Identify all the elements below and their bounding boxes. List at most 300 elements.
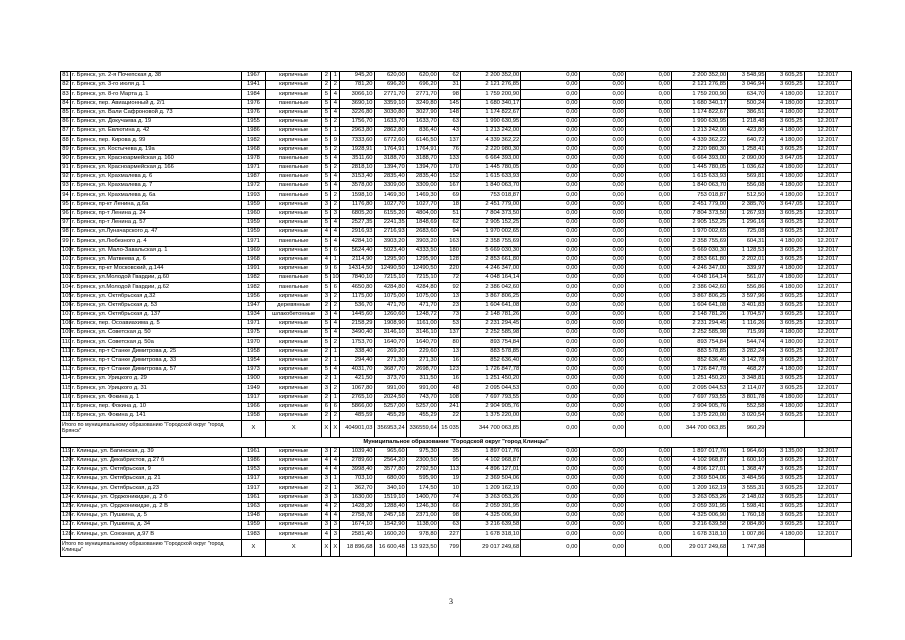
- cell-total-cost: 2 059 391,95: [460, 502, 520, 511]
- cell-row-number: 104: [61, 283, 71, 292]
- cell-residents: 51: [438, 209, 460, 218]
- cell-entrances: 2: [331, 447, 340, 456]
- cell-completion-date: 12.2017: [804, 264, 851, 273]
- cell-residents: 13: [438, 292, 460, 301]
- cell-completion-date: 12.2017: [804, 521, 851, 530]
- cell-row-number: 102: [61, 264, 71, 273]
- cell-year-built: 1967: [241, 72, 265, 81]
- total-fund-fund: 0,00: [521, 421, 579, 438]
- total-x-mark: X: [322, 421, 331, 438]
- cell-regional-budget: 0,00: [579, 255, 625, 264]
- cell-address: г. Брянск, ул. 8-го Марта д. 1: [71, 90, 242, 99]
- cell-local-budget: 0,00: [625, 347, 671, 356]
- total-empty: [804, 539, 851, 556]
- cell-wall-material: кирпичные: [266, 200, 322, 209]
- cell-year-built: 1973: [241, 366, 265, 375]
- cell-entrances: 2: [331, 163, 340, 172]
- table-row: [61, 154, 852, 163]
- cell-regional-budget: 0,00: [579, 99, 625, 108]
- cell-floors: 5: [322, 320, 331, 329]
- cell-row-number: 95: [61, 200, 71, 209]
- cell-fund-support: 0,00: [521, 154, 579, 163]
- cell-residents: 16: [438, 375, 460, 384]
- cell-entrances: 4: [331, 237, 340, 246]
- cell-premises-area: 3577,80: [374, 466, 406, 475]
- cell-unit-cost: 386,51: [728, 108, 766, 117]
- cell-max-unit-cost: 3 605,25: [766, 310, 804, 319]
- cell-fund-support: 0,00: [521, 81, 579, 90]
- cell-row-number: 91: [61, 163, 71, 172]
- cell-residential-area: 174,50: [406, 484, 438, 493]
- cell-floors: 2: [322, 72, 331, 81]
- cell-residential-area: 455,29: [406, 411, 438, 420]
- cell-residential-area: 3188,70: [406, 154, 438, 163]
- cell-unit-cost: 544,74: [728, 338, 766, 347]
- cell-wall-material: кирпичные: [266, 393, 322, 402]
- cell-year-built: 1949: [241, 384, 265, 393]
- cell-local-budget: 0,00: [625, 237, 671, 246]
- cell-entrances: 1: [331, 393, 340, 402]
- cell-fund-support: 0,00: [521, 72, 579, 81]
- cell-unit-cost: 1 296,16: [728, 219, 766, 228]
- cell-address: г. Клинцы, ул. Союзная, д.97 В: [71, 530, 242, 539]
- cell-premises-area: 3030,80: [374, 108, 406, 117]
- cell-regional-budget: 0,00: [579, 502, 625, 511]
- table-row: [61, 329, 852, 338]
- cell-premises-area: 2862,80: [374, 127, 406, 136]
- cell-unit-cost: 2 385,70: [728, 200, 766, 209]
- cell-unit-cost: 1 007,86: [728, 530, 766, 539]
- cell-floors: 5: [322, 209, 331, 218]
- cell-fund-support: 0,00: [521, 475, 579, 484]
- cell-completion-date: 12.2017: [804, 292, 851, 301]
- total-budget-region: 0,00: [579, 421, 625, 438]
- cell-completion-date: 12.2017: [804, 191, 851, 200]
- cell-total-cost: 2 121 276,85: [460, 81, 520, 90]
- cell-owners-funds: 1 445 780,05: [671, 163, 727, 172]
- cell-wall-material: кирпичные: [266, 117, 322, 126]
- cell-premises-area: 1027,70: [374, 200, 406, 209]
- cell-fund-support: 0,00: [521, 292, 579, 301]
- cell-wall-material: кирпичные: [266, 456, 322, 465]
- cell-total-area: 1039,40: [340, 447, 374, 456]
- table-row: [61, 393, 852, 402]
- cell-total-area: 781,20: [340, 81, 374, 90]
- cell-premises-area: 1075,00: [374, 292, 406, 301]
- cell-row-number: 101: [61, 255, 71, 264]
- cell-entrances: 1: [331, 127, 340, 136]
- cell-floors: 4: [322, 512, 331, 521]
- cell-address: г. Клинцы, ул. Орджоникидзе, д. 2 В: [71, 502, 242, 511]
- cell-regional-budget: 0,00: [579, 182, 625, 191]
- cell-entrances: 4: [331, 228, 340, 237]
- cell-local-budget: 0,00: [625, 90, 671, 99]
- cell-unit-cost: 3 282,24: [728, 347, 766, 356]
- cell-floors: 5: [322, 191, 331, 200]
- cell-residential-area: 1248,72: [406, 310, 438, 319]
- cell-residents: 74: [438, 493, 460, 502]
- cell-address: г. Брянск, пр-т Станке Димитрова д. 33: [71, 356, 242, 365]
- cell-address: г. Клинцы, ул. Пушкина, д. 5: [71, 512, 242, 521]
- cell-local-budget: 0,00: [625, 145, 671, 154]
- cell-fund-support: 0,00: [521, 90, 579, 99]
- cell-row-number: 93: [61, 182, 71, 191]
- cell-premises-area: 6155,20: [374, 209, 406, 218]
- cell-completion-date: 12.2017: [804, 108, 851, 117]
- cell-unit-cost: 1 218,48: [728, 117, 766, 126]
- cell-completion-date: 12.2017: [804, 154, 851, 163]
- cell-residents: 62: [438, 219, 460, 228]
- cell-residents: 98: [438, 512, 460, 521]
- cell-floors: 3: [322, 475, 331, 484]
- cell-fund-support: 0,00: [521, 246, 579, 255]
- cell-residential-area: 978,80: [406, 530, 438, 539]
- cell-floors: 2: [322, 356, 331, 365]
- cell-local-budget: 0,00: [625, 356, 671, 365]
- cell-entrances: 6: [331, 246, 340, 255]
- cell-residential-area: 4284,80: [406, 283, 438, 292]
- cell-address: г. Брянск, пер. Осоавиахима д. 5: [71, 320, 242, 329]
- cell-premises-area: 271,30: [374, 356, 406, 365]
- cell-unit-cost: 3 484,56: [728, 475, 766, 484]
- cell-wall-material: кирпичные: [266, 127, 322, 136]
- cell-wall-material: кирпичные: [266, 411, 322, 420]
- cell-owners-funds: 893 754,84: [671, 338, 727, 347]
- cell-unit-cost: 423,80: [728, 127, 766, 136]
- cell-max-unit-cost: 3 605,25: [766, 117, 804, 126]
- table-row: [61, 117, 852, 126]
- cell-max-unit-cost: 3 605,25: [766, 81, 804, 90]
- cell-residential-area: 3249,80: [406, 99, 438, 108]
- cell-entrances: 3: [331, 530, 340, 539]
- cell-total-cost: 3 216 639,58: [460, 521, 520, 530]
- cell-completion-date: 12.2017: [804, 411, 851, 420]
- cell-local-budget: 0,00: [625, 447, 671, 456]
- cell-unit-cost: 3 801,78: [728, 393, 766, 402]
- cell-owners-funds: 4 896 127,01: [671, 466, 727, 475]
- cell-total-area: 421,50: [340, 375, 374, 384]
- cell-year-built: 1941: [241, 81, 265, 90]
- cell-owners-funds: 1 375 220,00: [671, 411, 727, 420]
- cell-residents: 72: [438, 274, 460, 283]
- cell-total-cost: 1 990 630,95: [460, 117, 520, 126]
- total-x-mark: X: [266, 421, 322, 438]
- cell-residents: 128: [438, 255, 460, 264]
- cell-total-cost: 1 678 318,10: [460, 530, 520, 539]
- cell-completion-date: 12.2017: [804, 530, 851, 539]
- cell-residential-area: 1848,69: [406, 219, 438, 228]
- cell-address: г. Клинцы, ул. Октябрьская, 9: [71, 466, 242, 475]
- cell-fund-support: 0,00: [521, 466, 579, 475]
- cell-owners-funds: 1 174 822,67: [671, 108, 727, 117]
- cell-regional-budget: 0,00: [579, 338, 625, 347]
- cell-total-cost: 7 697 793,55: [460, 393, 520, 402]
- cell-wall-material: кирпичные: [266, 255, 322, 264]
- table-row: [61, 493, 852, 502]
- table-row: [61, 375, 852, 384]
- cell-residential-area: 1138,00: [406, 521, 438, 530]
- cell-owners-funds: 1 726 847,78: [671, 366, 727, 375]
- cell-entrances: 4: [331, 366, 340, 375]
- cell-regional-budget: 0,00: [579, 163, 625, 172]
- cell-row-number: 118: [61, 411, 71, 420]
- cell-row-number: 109: [61, 329, 71, 338]
- cell-unit-cost: 604,31: [728, 237, 766, 246]
- cell-premises-area: 2241,35: [374, 219, 406, 228]
- cell-premises-area: 3188,70: [374, 154, 406, 163]
- cell-premises-area: 3146,10: [374, 329, 406, 338]
- cell-local-budget: 0,00: [625, 209, 671, 218]
- cell-residents: 220: [438, 264, 460, 273]
- cell-year-built: 1959: [241, 521, 265, 530]
- cell-premises-area: 680,00: [374, 475, 406, 484]
- cell-residential-area: 2300,50: [406, 456, 438, 465]
- cell-local-budget: 0,00: [625, 466, 671, 475]
- cell-owners-funds: 1 759 200,90: [671, 90, 727, 99]
- cell-wall-material: кирпичные: [266, 347, 322, 356]
- page-number: 3: [449, 597, 453, 606]
- cell-unit-cost: 1 128,53: [728, 246, 766, 255]
- cell-fund-support: 0,00: [521, 283, 579, 292]
- table-row: [61, 530, 852, 539]
- cell-total-area: 294,40: [340, 356, 374, 365]
- cell-entrances: 2: [331, 117, 340, 126]
- cell-year-built: 1959: [241, 219, 265, 228]
- cell-total-cost: 1 897 017,76: [460, 447, 520, 456]
- cell-premises-area: 1633,70: [374, 117, 406, 126]
- cell-total-area: 1067,80: [340, 384, 374, 393]
- cell-wall-material: кирпичные: [266, 447, 322, 456]
- cell-premises-area: 5257,00: [374, 402, 406, 411]
- cell-max-unit-cost: 4 180,00: [766, 264, 804, 273]
- cell-wall-material: кирпичные: [266, 320, 322, 329]
- cell-regional-budget: 0,00: [579, 402, 625, 411]
- cell-residential-area: 229,60: [406, 347, 438, 356]
- cell-address: г. Брянск, ул. Октябрьская д. 53: [71, 301, 242, 310]
- cell-floors: 2: [322, 393, 331, 402]
- cell-max-unit-cost: 3 647,05: [766, 200, 804, 209]
- cell-wall-material: кирпичные: [266, 512, 322, 521]
- cell-total-area: 3511,60: [340, 154, 374, 163]
- cell-total-area: 1674,10: [340, 521, 374, 530]
- cell-premises-area: 3309,00: [374, 182, 406, 191]
- cell-residential-area: 1161,00: [406, 320, 438, 329]
- cell-floors: 5: [322, 154, 331, 163]
- cell-unit-cost: 569,81: [728, 173, 766, 182]
- cell-owners-funds: 2 095 044,53: [671, 384, 727, 393]
- cell-local-budget: 0,00: [625, 475, 671, 484]
- cell-completion-date: 12.2017: [804, 163, 851, 172]
- total-x-mark: X: [322, 539, 331, 556]
- table-row: [61, 219, 852, 228]
- cell-unit-cost: 2 084,80: [728, 521, 766, 530]
- cell-residential-area: 4804,00: [406, 209, 438, 218]
- cell-address: г. Брянск, ул. Фокина д. 1: [71, 393, 242, 402]
- cell-year-built: 1969: [241, 246, 265, 255]
- cell-premises-area: 1469,30: [374, 191, 406, 200]
- cell-unit-cost: 3 597,96: [728, 292, 766, 301]
- cell-address: г. Брянск, ул. Урицкого д. 29: [71, 375, 242, 384]
- cell-row-number: 120: [61, 456, 71, 465]
- cell-address: г. Брянск, ул.Любезного д. 4: [71, 237, 242, 246]
- cell-wall-material: кирпичные: [266, 246, 322, 255]
- cell-residents: 167: [438, 182, 460, 191]
- cell-year-built: 1976: [241, 108, 265, 117]
- cell-unit-cost: 3 348,81: [728, 375, 766, 384]
- cell-residential-area: 1400,70: [406, 493, 438, 502]
- cell-address: г. Брянск, ул. Урицкого д. 31: [71, 384, 242, 393]
- total-budget-local: 0,00: [625, 539, 671, 556]
- cell-floors: 5: [322, 108, 331, 117]
- cell-year-built: 1971: [241, 237, 265, 246]
- section-title: Муниципальное образование "Городской округ "город Клинцы": [61, 438, 852, 448]
- cell-premises-area: 2835,40: [374, 173, 406, 182]
- cell-row-number: 114: [61, 375, 71, 384]
- table-row: [61, 310, 852, 319]
- cell-regional-budget: 0,00: [579, 384, 625, 393]
- cell-year-built: 1976: [241, 99, 265, 108]
- cell-total-area: 2765,10: [340, 393, 374, 402]
- cell-residential-area: 696,20: [406, 81, 438, 90]
- cell-unit-cost: 1 600,10: [728, 456, 766, 465]
- cell-residents: 123: [438, 366, 460, 375]
- cell-residential-area: 3903,20: [406, 237, 438, 246]
- cell-year-built: 1982: [241, 283, 265, 292]
- cell-residents: 227: [438, 530, 460, 539]
- cell-address: г. Брянск, пр-т Ленина д. 57: [71, 219, 242, 228]
- cell-address: г. Брянск, пр-кт Московский, д.144: [71, 264, 242, 273]
- cell-residents: 98: [438, 90, 460, 99]
- cell-local-budget: 0,00: [625, 154, 671, 163]
- cell-local-budget: 0,00: [625, 219, 671, 228]
- cell-row-number: 116: [61, 393, 71, 402]
- cell-local-budget: 0,00: [625, 283, 671, 292]
- table-row: [61, 163, 852, 172]
- cell-row-number: 103: [61, 274, 71, 283]
- cell-local-budget: 0,00: [625, 456, 671, 465]
- cell-row-number: 112: [61, 356, 71, 365]
- cell-entrances: 2: [331, 338, 340, 347]
- cell-entrances: 1: [331, 484, 340, 493]
- cell-fund-support: 0,00: [521, 301, 579, 310]
- cell-completion-date: 12.2017: [804, 228, 851, 237]
- cell-floors: 2: [322, 375, 331, 384]
- cell-wall-material: панельные: [266, 163, 322, 172]
- cell-unit-cost: 3 555,31: [728, 484, 766, 493]
- cell-total-area: 3578,00: [340, 182, 374, 191]
- cell-residential-area: 1640,70: [406, 338, 438, 347]
- cell-address: г. Брянск, пр-т Станке Димитрова д. 57: [71, 366, 242, 375]
- cell-total-cost: 2 252 585,98: [460, 329, 520, 338]
- cell-completion-date: 12.2017: [804, 402, 851, 411]
- cell-floors: 3: [322, 493, 331, 502]
- cell-regional-budget: 0,00: [579, 512, 625, 521]
- cell-entrances: 4: [331, 320, 340, 329]
- cell-total-cost: 3 867 806,25: [460, 292, 520, 301]
- cell-owners-funds: 1 604 641,08: [671, 301, 727, 310]
- cell-floors: 5: [322, 274, 331, 283]
- cell-year-built: 1975: [241, 329, 265, 338]
- cell-local-budget: 0,00: [625, 200, 671, 209]
- cell-floors: 5: [322, 283, 331, 292]
- cell-row-number: 115: [61, 384, 71, 393]
- cell-total-area: 3066,10: [340, 90, 374, 99]
- cell-max-unit-cost: 3 605,25: [766, 356, 804, 365]
- cell-premises-area: 373,70: [374, 375, 406, 384]
- cell-local-budget: 0,00: [625, 512, 671, 521]
- cell-residents: 133: [438, 154, 460, 163]
- cell-residents: 23: [438, 301, 460, 310]
- table-row: [61, 173, 852, 182]
- cell-year-built: 1987: [241, 173, 265, 182]
- cell-premises-area: 696,20: [374, 81, 406, 90]
- cell-residential-area: 3309,00: [406, 182, 438, 191]
- cell-row-number: 87: [61, 127, 71, 136]
- table-row: [61, 447, 852, 456]
- cell-max-unit-cost: 3 605,25: [766, 466, 804, 475]
- cell-residents: 94: [438, 228, 460, 237]
- cell-premises-area: 1764,91: [374, 145, 406, 154]
- cell-regional-budget: 0,00: [579, 81, 625, 90]
- cell-residential-area: 2771,70: [406, 90, 438, 99]
- cell-max-unit-cost: 3 605,25: [766, 384, 804, 393]
- cell-premises-area: 6772,60: [374, 136, 406, 145]
- cell-row-number: 105: [61, 292, 71, 301]
- cell-premises-area: 1542,90: [374, 521, 406, 530]
- cell-local-budget: 0,00: [625, 375, 671, 384]
- cell-max-unit-cost: 4 180,00: [766, 173, 804, 182]
- cell-max-unit-cost: 3 605,25: [766, 255, 804, 264]
- cell-owners-funds: 2 451 779,00: [671, 200, 727, 209]
- cell-entrances: 10: [331, 274, 340, 283]
- cell-wall-material: кирпичные: [266, 264, 322, 273]
- cell-max-unit-cost: 4 180,00: [766, 329, 804, 338]
- table-row: [61, 200, 852, 209]
- cell-row-number: 126: [61, 512, 71, 521]
- cell-row-number: 111: [61, 347, 71, 356]
- cell-residential-area: 7215,10: [406, 274, 438, 283]
- cell-total-cost: 2 905 152,25: [460, 219, 520, 228]
- cell-unit-cost: 640,72: [728, 136, 766, 145]
- cell-year-built: 1970: [241, 338, 265, 347]
- cell-unit-cost: 500,24: [728, 99, 766, 108]
- cell-wall-material: панельные: [266, 191, 322, 200]
- cell-regional-budget: 0,00: [579, 310, 625, 319]
- cell-address: г. Брянск, ул.Молодой Гвардии, д.62: [71, 283, 242, 292]
- cell-unit-cost: 339,97: [728, 264, 766, 273]
- cell-local-budget: 0,00: [625, 329, 671, 338]
- total-area-residential: 13 923,50: [406, 539, 438, 556]
- cell-residential-area: 1075,00: [406, 292, 438, 301]
- cell-year-built: 1968: [241, 145, 265, 154]
- cell-floors: 5: [322, 163, 331, 172]
- cell-owners-funds: 2 905 152,25: [671, 219, 727, 228]
- cell-completion-date: 12.2017: [804, 456, 851, 465]
- cell-completion-date: 12.2017: [804, 246, 851, 255]
- cell-wall-material: панельные: [266, 173, 322, 182]
- cell-owners-funds: 4 048 164,14: [671, 274, 727, 283]
- cell-year-built: 1982: [241, 274, 265, 283]
- cell-wall-material: шлакобетонные: [266, 310, 322, 319]
- cell-max-unit-cost: 3 647,05: [766, 154, 804, 163]
- cell-owners-funds: 2 369 504,06: [671, 475, 727, 484]
- cell-residential-area: 2698,70: [406, 366, 438, 375]
- cell-total-area: 1445,60: [340, 310, 374, 319]
- table-row: [61, 246, 852, 255]
- cell-address: г. Брянск, ул. Октябрьская д. 137: [71, 310, 242, 319]
- cell-row-number: 113: [61, 366, 71, 375]
- cell-row-number: 124: [61, 493, 71, 502]
